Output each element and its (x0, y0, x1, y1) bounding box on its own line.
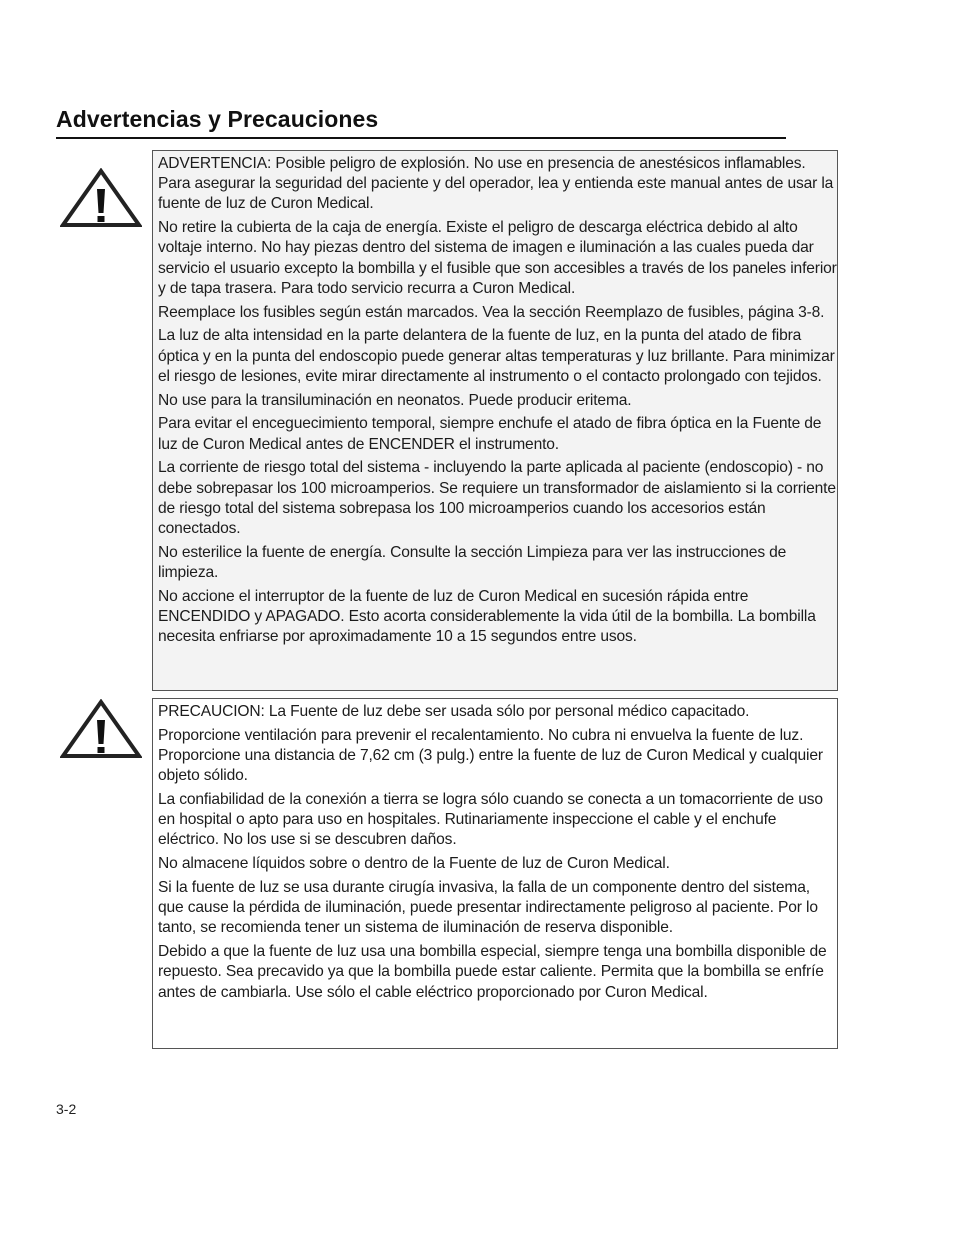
warning-paragraph: No accione el interruptor de la fuente de luz de Curon Medical en sucesión rápida entre ENCENDIDO y APAGADO. Esto acorta considerablemente la vida útil de la bombilla. La bombilla necesita enfriarse por aproximadamente 10 a 15 segundos entre usos. (158, 587, 816, 646)
caution-paragraph: No almacene líquidos sobre o dentro de la Fuente de luz de Curon Medical. (158, 855, 670, 873)
warning-triangle-icon (60, 168, 142, 228)
caution-paragraph: PRECAUCION: La Fuente de luz debe ser usada sólo por personal médico capacitado. (158, 703, 750, 720)
caution-paragraph: Debido a que la fuente de luz usa una bombilla especial, siempre tenga una bombilla disponible de repuesto. Sea precavido ya que la bombilla puede estar caliente. Permita que la bombilla se enfríe antes de cambiarla. Use sólo el cable eléctrico proporcionado por Curon Medical. (158, 943, 827, 1001)
caution-paragraph: Proporcione ventilación para prevenir el recalentamiento. No cubra ni envuelva la fuente de luz. Proporcione una distancia de 7,62 cm (3 pulg.) entre la fuente de luz de Curon Medical y cualquier objeto sólido. (158, 726, 823, 785)
title-underline (56, 137, 786, 139)
warning-paragraph: La corriente de riesgo total del sistema - incluyendo la parte aplicada al paciente (endoscopio) - no debe sobrepasar los 100 microamperios. Se requiere un transformador de aislamiento si la corriente de riesgo total del sistema sobrepasa los 100 microamperios cuando los accesorios están conectados. (158, 459, 836, 538)
warning-paragraph: No esterilice la fuente de energía. Consulte la sección Limpieza para ver las instrucciones de limpieza. (158, 543, 787, 582)
warning-box (152, 150, 838, 691)
warning-triangle-icon (60, 699, 142, 759)
warning-paragraph: La luz de alta intensidad en la parte delantera de la fuente de luz, en la punta del atado de fibra óptica y en la punta del endoscopio puede generar altas temperaturas y luz brillante. Para minimizar el riesgo de lesiones, evite mirar directamente al instrumento o el contacto prolongado con tejidos. (158, 327, 835, 385)
caution-paragraph: La confiabilidad de la conexión a tierra se logra sólo cuando se conecta a un tomacorriente de uso en hospital o apto para uso en hospitales. Rutinariamente inspeccione el cable y el enchufe eléctrico. No los use si se descubren daños. (158, 791, 823, 849)
caution-paragraph: Si la fuente de luz se usa durante cirugía invasiva, la falla de un componente dentro del sistema, que cause la pérdida de iluminación, puede presentar indirectamente peligroso al paciente. Por lo tanto, se recomienda tener un sistema de iluminación de reserva disponible. (158, 879, 818, 937)
warning-paragraph: No use para la transiluminación en neonatos. Puede producir eritema. (158, 391, 632, 409)
page-number: 3-2 (56, 1101, 77, 1117)
warning-paragraph: Reemplace los fusibles según están marcados. Vea la sección Reemplazo de fusibles, página 3-8. (158, 303, 825, 321)
caution-box (152, 698, 838, 1049)
warning-paragraph: Para evitar el enceguecimiento temporal, siempre enchufe el atado de fibra óptica en la Fuente de luz de Curon Medical antes de ENCENDER el instrumento. (158, 415, 822, 453)
warning-paragraph: ADVERTENCIA: Posible peligro de explosión. No use en presencia de anestésicos inflamables. Para asegurar la seguridad del paciente y del operador, lea y entienda este manual antes de usar la fuente de luz de Curon Medical. (158, 155, 834, 213)
warning-paragraph: No retire la cubierta de la caja de energía. Existe el peligro de descarga eléctrica debido al alto voltaje interno. No hay piezas dentro del sistema de imagen e iluminación a las cuales pueda dar servicio el usuario excepto la bombilla y el fusible que son accesibles a través de los paneles inferior y de tapa trasera. Para todo servicio recurra a Curon Medical. (158, 219, 837, 297)
page-title: Advertencias y Precauciones (56, 106, 379, 132)
